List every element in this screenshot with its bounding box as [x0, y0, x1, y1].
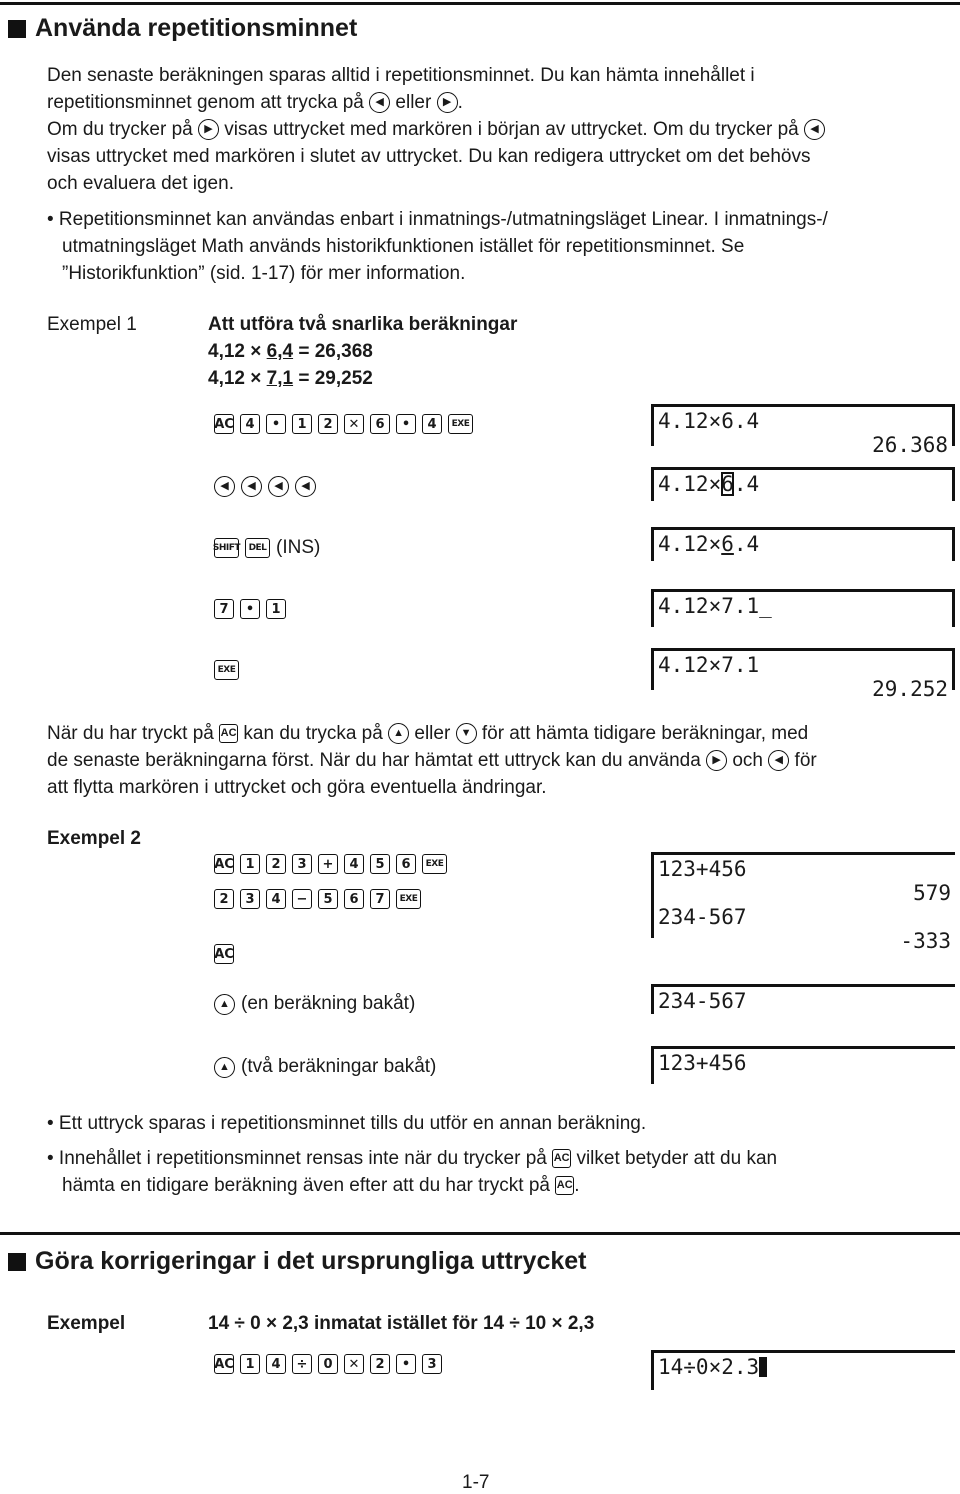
top-rule — [0, 2, 960, 5]
section2-keys — [214, 1354, 442, 1374]
minus-key[interactable]: − — [292, 889, 312, 909]
equation-1: 4,12 × 6,4 = 26,368 — [208, 341, 373, 362]
left-arrow-icon[interactable]: ◀ — [268, 476, 289, 497]
ac-key-icon: AC — [552, 1149, 571, 1168]
calc-screen: 4.12×6.4 — [651, 527, 955, 561]
heading-square-icon — [8, 1253, 26, 1271]
example2-label: Exempel 2 — [47, 828, 141, 849]
left-arrow-icon: ◀ — [768, 750, 789, 771]
digit-3-key[interactable]: 3 — [422, 1354, 442, 1374]
digit-6-key[interactable]: 6 — [396, 854, 416, 874]
ac-key[interactable]: AC — [214, 944, 234, 964]
calc-screen: 4.12×6.4 26.368 — [651, 404, 955, 446]
example2-row5: ▲ (två beräkningar bakåt) — [214, 1056, 436, 1078]
digit-4-key[interactable]: 4 — [422, 414, 442, 434]
example1-step5-keys — [214, 660, 239, 680]
digit-4-key[interactable]: 4 — [240, 414, 260, 434]
intro-line: visas uttrycket med markören i slutet av uttrycket. Du kan redigera uttrycket om det behövs — [47, 146, 811, 167]
digit-5-key[interactable]: 5 — [370, 854, 390, 874]
divide-key[interactable]: ÷ — [292, 1354, 312, 1374]
calc-screen: 123+456 — [651, 1046, 955, 1084]
decimal-point-key[interactable]: • — [396, 414, 416, 434]
intro-line: Om du trycker på ▶ visas uttrycket med markören i början av uttrycket. Om du trycker på ◀ — [47, 116, 947, 143]
calc-screen: 234-567 — [651, 984, 955, 1014]
ac-key[interactable]: AC — [214, 414, 234, 434]
up-arrow-icon: ▲ — [214, 994, 235, 1015]
digit-1-key[interactable]: 1 — [240, 1354, 260, 1374]
right-arrow-icon: ▶ — [198, 119, 219, 140]
digit-2-key[interactable]: 2 — [214, 889, 234, 909]
left-arrow-icon[interactable]: ◀ — [295, 476, 316, 497]
right-arrow-icon: ▶ — [706, 750, 727, 771]
exe-key[interactable]: EXE — [214, 660, 239, 680]
example2-row3-keys — [214, 944, 234, 964]
equation-2: 4,12 × 7,1 = 29,252 — [208, 368, 373, 389]
calc-screen: 123+456 579 234-567 -333 — [651, 852, 955, 938]
digit-7-key[interactable]: 7 — [214, 599, 234, 619]
digit-4-key[interactable]: 4 — [266, 889, 286, 909]
left-arrow-icon[interactable]: ◀ — [214, 476, 235, 497]
calc-screen: 4.12×7.1_ — [651, 589, 955, 627]
example2-row4: ▲ (en beräkning bakåt) — [214, 993, 415, 1015]
left-arrow-icon: ◀ — [804, 119, 825, 140]
block-cursor — [759, 1357, 767, 1377]
underline-cursor: 6 — [721, 532, 734, 556]
digit-3-key[interactable]: 3 — [292, 854, 312, 874]
digit-7-key[interactable]: 7 — [370, 889, 390, 909]
intro-line: repetitionsminnet genom att trycka på ◀ eller ▶ . — [47, 92, 463, 113]
section-heading — [8, 1247, 587, 1276]
example-title: 14 ÷ 0 × 2,3 inmatat istället för 14 ÷ 10 × 2,3 — [208, 1313, 595, 1334]
section-heading — [8, 14, 357, 43]
shift-key[interactable]: SHIFT — [214, 538, 239, 558]
multiply-key[interactable]: ✕ — [344, 414, 364, 434]
digit-2-key[interactable]: 2 — [266, 854, 286, 874]
exe-key[interactable]: EXE — [396, 889, 421, 909]
calc-screen: 14÷0×2.3 — [651, 1350, 955, 1390]
recall-paragraph: När du har tryckt på AC kan du trycka på ▲ eller ▼ för att hämta tidigare beräkningar, med de senaste beräkningarna först. När du har hämtat ett uttryck kan du använda ▶ och ◀ för att flytta markören i uttrycket och göra eventuella ändringar. — [47, 723, 817, 798]
bullet-item: • Ett uttryck sparas i repetitionsminnet tills du utför en annan beräkning. — [47, 1113, 647, 1134]
section-title: Göra korrigeringar i det ursprungliga uttrycket — [35, 1247, 587, 1275]
intro-line: Den senaste beräkningen sparas alltid i repetitionsminnet. Du kan hämta innehållet i — [47, 65, 755, 86]
heading-square-icon — [8, 20, 26, 38]
digit-1-key[interactable]: 1 — [292, 414, 312, 434]
calc-screen: 4.12×7.1 29.252 — [651, 648, 955, 690]
up-arrow-icon: ▲ — [214, 1057, 235, 1078]
digit-6-key[interactable]: 6 — [370, 414, 390, 434]
ac-key[interactable]: AC — [214, 854, 234, 874]
ac-key-icon: AC — [219, 724, 238, 743]
digit-0-key[interactable]: 0 — [318, 1354, 338, 1374]
section-title: Använda repetitionsminnet — [35, 14, 358, 42]
decimal-point-key[interactable]: • — [240, 599, 260, 619]
del-key[interactable]: DEL — [245, 538, 270, 558]
linear-mode-note: • Repetitionsminnet kan användas enbart i inmatnings-/utmatningsläget Linear. I inmatnings-/ utmatningsläget Math används historikfunktionen istället för repetitionsminnet. Se ”Historikfunktion” (sid. 1-17) för mer information. — [47, 209, 828, 284]
block-cursor: 6 — [721, 472, 734, 496]
left-arrow-icon[interactable]: ◀ — [241, 476, 262, 497]
example1-step2-arrows — [214, 476, 316, 497]
plus-key[interactable]: + — [318, 854, 338, 874]
digit-2-key[interactable]: 2 — [370, 1354, 390, 1374]
ac-key-icon: AC — [555, 1176, 574, 1195]
digit-3-key[interactable]: 3 — [240, 889, 260, 909]
intro-paragraph — [47, 62, 947, 197]
up-arrow-icon: ▲ — [388, 723, 409, 744]
example-label: Exempel — [47, 1313, 126, 1334]
digit-2-key[interactable]: 2 — [318, 414, 338, 434]
example2-row1-keys — [214, 854, 447, 874]
example1-step3-keys — [214, 537, 320, 559]
example2-row2-keys — [214, 889, 421, 909]
example1-title: Att utföra två snarlika beräkningar 4,12 × 6,4 = 26,368 4,12 × 7,1 = 29,252 — [208, 311, 517, 392]
bullet-list: • Ett uttryck sparas i repetitionsminnet tills du utför en annan beräkning. • Innehållet i repetitionsminnet rensas inte när du trycker på AC vilket betyder att du kan hämta en tidigare beräkning även efter att du har tryckt på AC. — [47, 1110, 957, 1199]
multiply-key[interactable]: ✕ — [344, 1354, 364, 1374]
bullet-item: • Innehållet i repetitionsminnet rensas inte när du trycker på AC vilket betyder att du kan — [47, 1148, 778, 1169]
ins-label: (INS) — [276, 537, 321, 558]
digit-4-key[interactable]: 4 — [344, 854, 364, 874]
decimal-point-key[interactable]: • — [396, 1354, 416, 1374]
exe-key[interactable]: EXE — [448, 414, 473, 434]
ac-key[interactable]: AC — [214, 1354, 234, 1374]
example1-label: Exempel 1 — [47, 314, 137, 335]
digit-4-key[interactable]: 4 — [266, 1354, 286, 1374]
example1-step1-keys — [214, 414, 473, 434]
digit-1-key[interactable]: 1 — [266, 599, 286, 619]
decimal-point-key[interactable]: • — [266, 414, 286, 434]
right-arrow-icon: ▶ — [437, 92, 458, 113]
section-divider — [0, 1232, 960, 1235]
page-number: 1-7 — [462, 1472, 490, 1493]
left-arrow-icon: ◀ — [369, 92, 390, 113]
example1-step4-keys — [214, 599, 286, 619]
calc-screen: 4.12×6.4 — [651, 467, 955, 501]
digit-6-key[interactable]: 6 — [344, 889, 364, 909]
digit-1-key[interactable]: 1 — [240, 854, 260, 874]
digit-5-key[interactable]: 5 — [318, 889, 338, 909]
exe-key[interactable]: EXE — [422, 854, 447, 874]
intro-line: och evaluera det igen. — [47, 173, 234, 194]
down-arrow-icon: ▼ — [456, 723, 477, 744]
